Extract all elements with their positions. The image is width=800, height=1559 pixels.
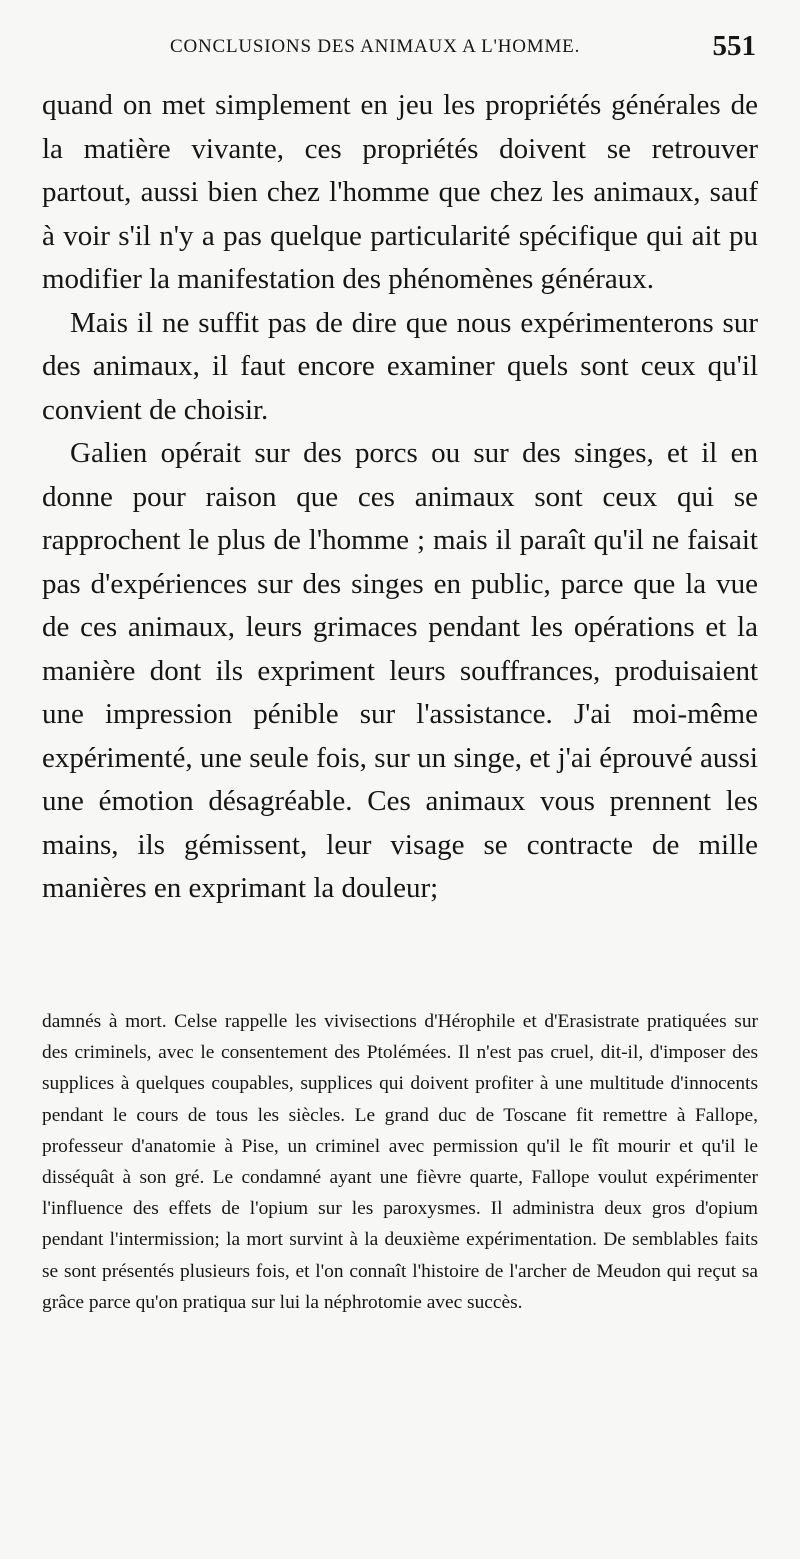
running-title: CONCLUSIONS DES ANIMAUX A L'HOMME. xyxy=(170,36,581,57)
paragraph-continuation: quand on met simplement en jeu les propriétés générales de la matière vivante, ces propriétés doivent se retrouver partout, aussi bien chez l'homme que chez les animaux, sauf à voir s'il n'y a pas quelque particularité spécifique qui ait pu modifier la manifestation des phénomènes généraux. xyxy=(42,89,758,295)
paragraph-galien: Galien opérait sur des porcs ou sur des singes, et il en donne pour raison que ces animaux sont ceux qui se rapprochent le plus de l'homme ; mais il paraît qu'il ne faisait pas d'expériences sur des singes en public, parce que la vue de ces animaux, leurs grimaces pendant les opérations et la manière dont ils expriment leurs souffrances, produisaient une impression pénible sur l'assistance. J'ai moi-même expérimenté, une seule fois, sur un singe, et j'ai éprouvé aussi une émotion désagréable. Ces animaux vous prennent les mains, ils gémissent, leur visage se contracte de mille manières en exprimant la douleur; xyxy=(42,437,758,904)
footnote xyxy=(42,1006,758,1318)
page-number: 551 xyxy=(712,30,756,62)
running-head xyxy=(0,30,800,70)
main-text xyxy=(42,84,758,911)
paragraph-choice-of-animals: Mais il ne suffit pas de dire que nous expérimenterons sur des animaux, il faut encore examiner quels sont ceux qu'il convient de choisir. xyxy=(42,306,758,426)
footnote-text: damnés à mort. Celse rappelle les vivisections d'Hérophile et d'Erasistrate pratiquées sur des criminels, avec le consentement des Ptolémées. Il n'est pas cruel, dit-il, d'imposer des supplices à quelques coupables, supplices qui doivent profiter à une multitude d'innocents pendant le cours de tous les siècles. Le grand duc de Toscane fit remettre à Fallope, professeur d'anatomie à Pise, un criminel avec permission qu'il le fît mourir et qu'il le disséquât à son gré. Le condamné ayant une fièvre quarte, Fallope voulut expérimenter l'influence des effets de l'opium sur les paroxysmes. Il administra deux gros d'opium pendant l'intermission; la mort survint à la deuxième expérimentation. De semblables faits se sont présentés plusieurs fois, et l'on connaît l'histoire de l'archer de Meudon qui reçut sa grâce parce qu'on pratiqua sur lui la néphrotomie avec succès. xyxy=(42,1011,758,1313)
